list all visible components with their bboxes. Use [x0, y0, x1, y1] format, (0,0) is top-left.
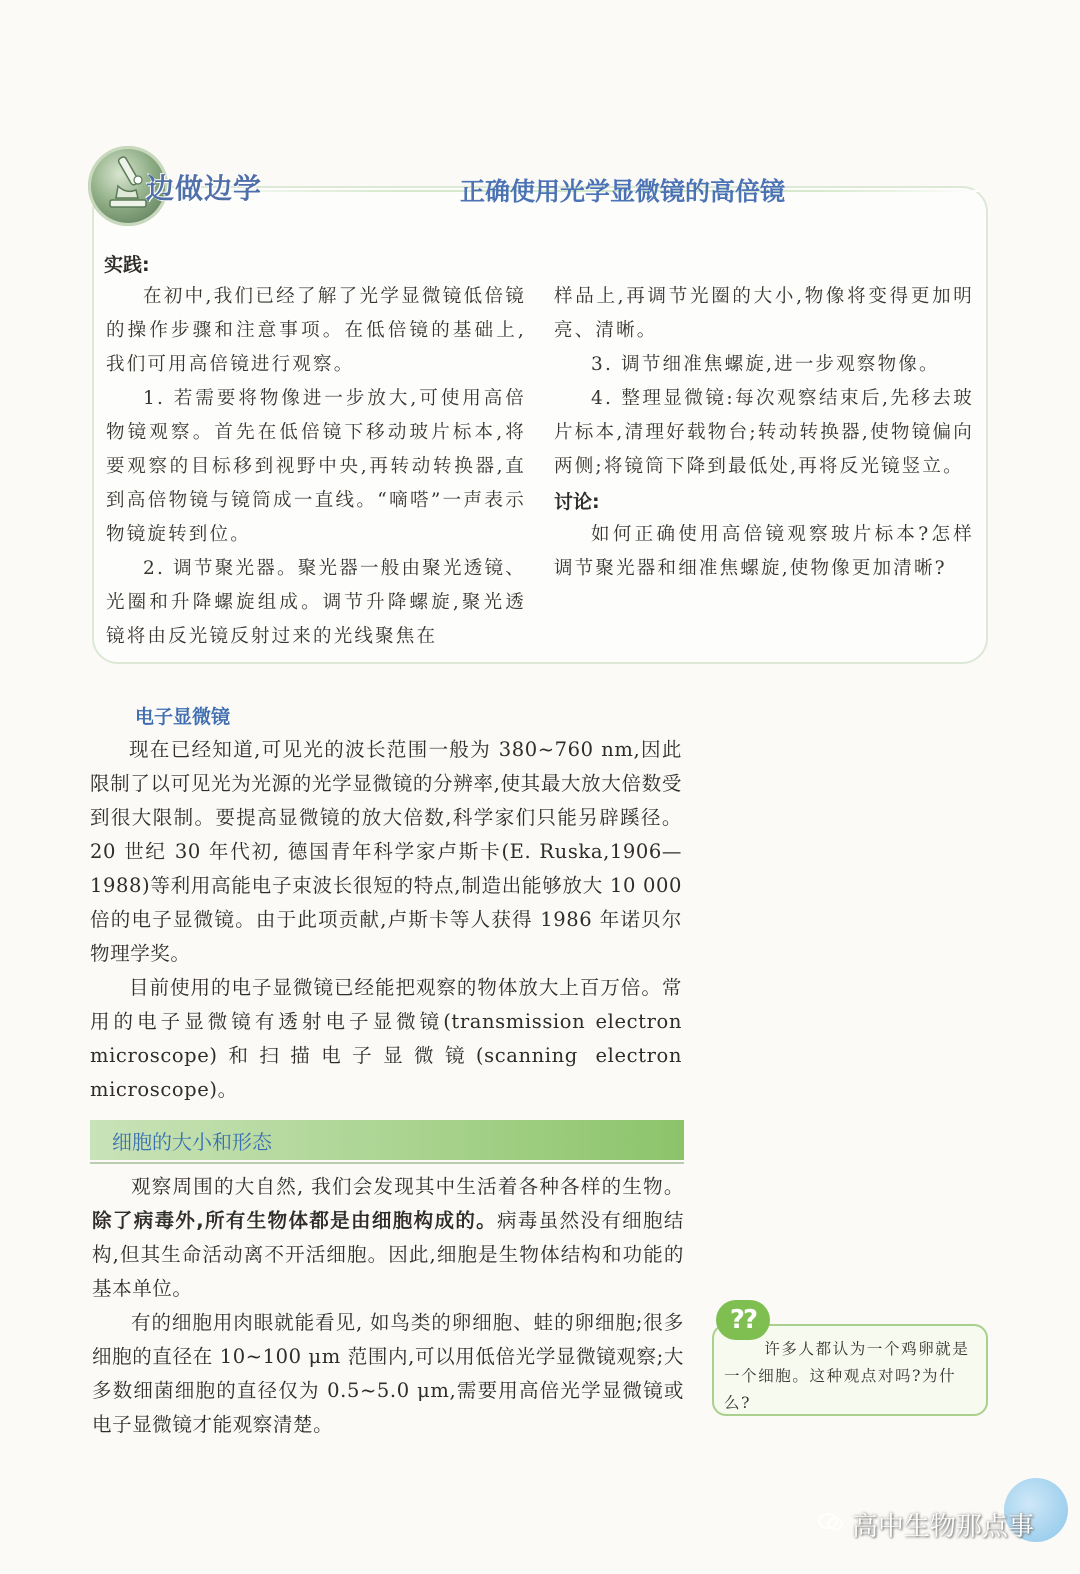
electron-microscope-body — [90, 733, 682, 1107]
question-mark-icon: ?? — [716, 1300, 770, 1340]
cell-size-body — [92, 1170, 684, 1442]
discussion-heading: 讨论: — [554, 491, 600, 513]
activity-step-2: 2. 调节聚光器。聚光器一般由聚光透镜、光圈和升降螺旋组成。调节升降螺旋,聚光透镜将由反光镜反射过来的光线聚焦在 — [106, 558, 526, 647]
activity-right-column — [554, 280, 974, 586]
activity-step-4: 4. 整理显微镜:每次观察结束后,先移去玻片标本,清理好载物台;转动转换器,使物镜偏向两侧;将镜筒下降到最低处,再将反光镜竖立。 — [554, 388, 974, 477]
wechat-icon — [818, 1512, 844, 1532]
electron-paragraph-1: 现在已经知道,可见光的波长范围一般为 380~760 nm,因此限制了以可见光为光源的光学显微镜的分辨率,使其最大放大倍数受到很大限制。要提高显微镜的放大倍数,科学家们只能另辟蹊径。20 世纪 30 年代初, 德国青年科学家卢斯卡(E. Ruska,1906—1988)等利用高能电子束波长很短的特点,制造出能够放大 10 000 倍的电子显微镜。由于此项贡献,卢斯卡等人获得 1986 年诺贝尔物理学奖。 — [90, 738, 682, 965]
activity-title: 正确使用光学显微镜的高倍镜 — [460, 177, 786, 206]
section-label: 边做边学 — [146, 172, 263, 205]
discussion-text: 如何正确使用高倍镜观察玻片标本?怎样调节聚光器和细准焦螺旋,使物像更加清晰? — [554, 524, 974, 579]
cell-paragraph-2: 有的细胞用肉眼就能看见, 如鸟类的卵细胞、蛙的卵细胞;很多细胞的直径在 10~100 μm 范围内,可以用低倍光学显微镜观察;大多数细菌细胞的直径仅为 0.5~5.0 μm,需要用高倍光学显微镜或电子显微镜才能观察清楚。 — [92, 1311, 684, 1436]
activity-step-1: 1. 若需要将物像进一步放大,可使用高倍物镜观察。首先在低倍镜下移动玻片标本,将要观察的目标移到视野中央,再转动转换器,直到高倍物镜与镜筒成一直线。“嘀嗒”一声表示物镜旋转到位。 — [106, 388, 526, 545]
activity-paragraph: 在初中,我们已经了解了光学显微镜低倍镜的操作步骤和注意事项。在低倍镜的基础上,我们可用高倍镜进行观察。 — [106, 286, 526, 375]
cell-paragraph-1 — [92, 1170, 684, 1306]
electron-microscope-heading: 电子显微镜 — [135, 706, 231, 728]
cell-key-statement: 除了病毒外,所有生物体都是由细胞构成的。 — [92, 1209, 498, 1232]
cell-paragraph-1-start: 观察周围的大自然, 我们会发现其中生活着各种各样的生物。 — [131, 1175, 684, 1198]
practice-heading: 实践: — [104, 254, 150, 276]
cell-size-heading: 细胞的大小和形态 — [112, 1130, 272, 1154]
activity-step-3: 3. 调节细准焦螺旋,进一步观察物像。 — [591, 354, 940, 375]
activity-left-column — [106, 280, 526, 654]
watermark-text: 高中生物那点事 — [852, 1512, 1035, 1542]
section-heading-rule — [90, 1162, 684, 1164]
question-note-text: 许多人都认为一个鸡卵就是一个细胞。这种观点对吗?为什么? — [724, 1340, 970, 1412]
cell-paragraph-1-end: 病毒虽然没有细胞结构,但其生命活动离不开活细胞。因此,细胞是生物体结构和功能的基本单位。 — [92, 1209, 684, 1300]
electron-paragraph-2: 目前使用的电子显微镜已经能把观察的物体放大上百万倍。常用的电子显微镜有透射电子显微镜(transmission electron microscope)和扫描电子显微镜(scanning electron microscope)。 — [90, 976, 682, 1101]
activity-step-2-continued: 样品上,再调节光圈的大小,物像将变得更加明亮、清晰。 — [554, 286, 974, 341]
